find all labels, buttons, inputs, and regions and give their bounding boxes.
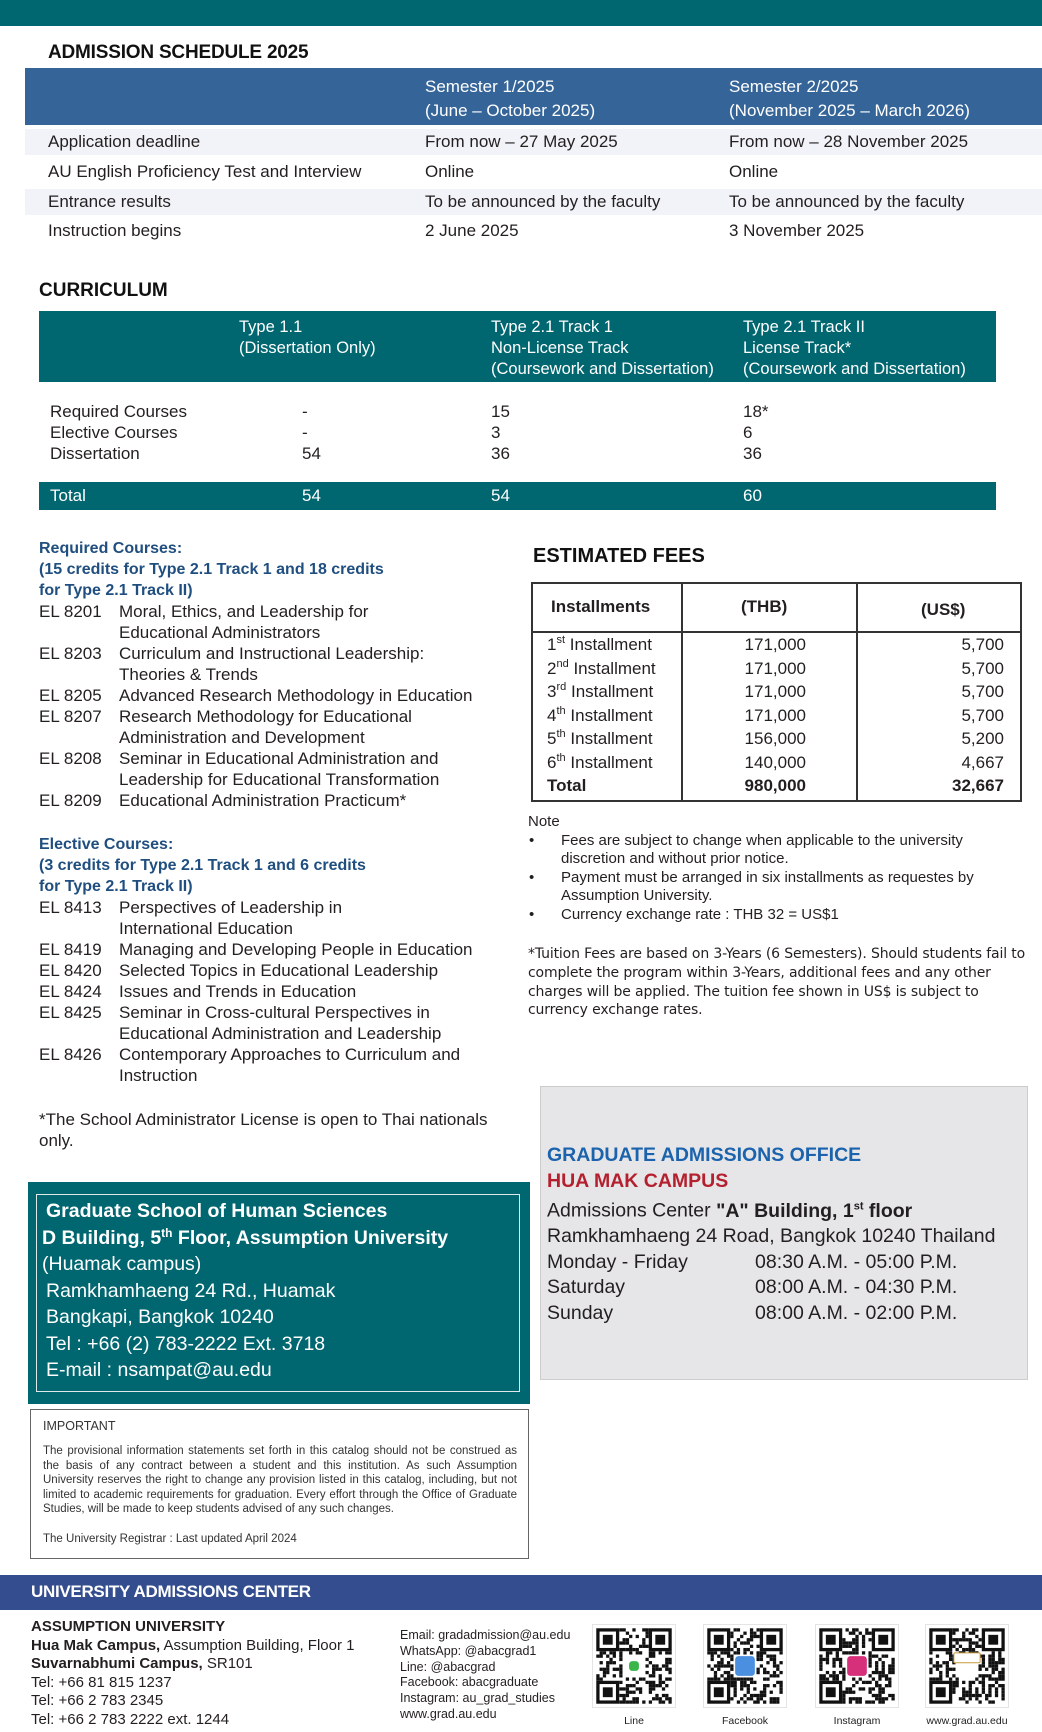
curriculum-row <box>39 422 996 443</box>
row-label: Application deadline <box>48 132 201 151</box>
thb-amount: 171,000 <box>744 682 806 701</box>
office-address: Ramkhamhaeng 24 Road, Bangkok 10240 Thailand <box>547 1225 996 1247</box>
row-label: Entrance results <box>48 192 171 211</box>
phone: Tel: +66 2 783 2222 ext. 1244 <box>31 1710 230 1728</box>
facebook-logo-icon <box>735 1656 755 1676</box>
row-label: Instruction begins <box>48 221 182 240</box>
schedule-row <box>25 189 1042 215</box>
school-building: D Building, 5th Floor, Assumption University <box>42 1225 449 1249</box>
suvarnabhumi-campus: Suvarnabhumi Campus, SR101 <box>31 1655 253 1673</box>
admissions-office-box <box>540 1086 1028 1380</box>
credit-value: 15 <box>491 402 510 421</box>
curriculum-row <box>39 443 996 464</box>
course-item <box>39 981 519 1002</box>
semester1-value: Online <box>425 162 475 181</box>
note-item: • Fees are subject to change when applicable to the university discretion and without prior notice. <box>529 831 963 867</box>
bullet-icon: • <box>529 905 535 923</box>
fees-header-installments: Installments <box>551 597 651 616</box>
qr-pattern <box>704 1625 786 1707</box>
elective-courses-section <box>39 834 519 1086</box>
course-code: EL 8426 <box>39 1045 102 1064</box>
top-banner <box>0 0 1042 26</box>
office-hours-row: Saturday 08:00 A.M. - 04:30 P.M. <box>547 1276 958 1298</box>
fees-title: ESTIMATED FEES <box>533 545 705 567</box>
required-courses-heading: Required Courses: (15 credits for Type 2.1 Track 1 and 18 credits for Type 2.1 Track II) <box>39 540 384 599</box>
course-title: Issues and Trends in Education <box>119 982 357 1001</box>
schedule-header <box>25 68 1042 125</box>
tuition-footnote: *Tuition Fees are based on 3-Years (6 Semesters). Should students fail to complete the program within 3-Years, additional fees and any other charges will be applied. The tuition fee shown in US$ is subject to currency exchange rates. <box>528 946 1025 1019</box>
qr-code-website[interactable] <box>925 1624 1009 1708</box>
contact-facebook: Facebook: abacgraduate <box>400 1675 539 1690</box>
course-item <box>39 1044 519 1086</box>
fees-row <box>533 657 1020 681</box>
note-title: Note <box>528 813 560 830</box>
curriculum-header <box>39 311 996 382</box>
office-title: GRADUATE ADMISSIONS OFFICE <box>547 1144 862 1166</box>
thb-total: 980,000 <box>744 776 806 795</box>
usd-amount: 5,700 <box>961 682 1004 701</box>
installment-label: 1st Installment <box>547 634 652 654</box>
schedule-title: ADMISSION SCHEDULE 2025 <box>48 42 309 63</box>
course-title: Research Methodology for Educational Administration and Development <box>119 707 412 747</box>
phone: Tel: +66 81 815 1237 <box>31 1673 172 1691</box>
course-title: Curriculum and Instructional Leadership: Theories & Trends <box>119 644 425 684</box>
last-updated: The University Registrar : Last updated April 2024 <box>43 1533 297 1545</box>
row-label: Elective Courses <box>50 423 178 442</box>
office-building: Admissions Center "A" Building, 1st floor <box>547 1199 913 1222</box>
school-email[interactable]: E-mail : nsampat@au.edu <box>46 1359 272 1381</box>
important-title: IMPORTANT <box>43 1419 116 1433</box>
usd-amount: 5,200 <box>961 729 1004 748</box>
thb-amount: 171,000 <box>744 658 806 678</box>
course-item <box>39 601 519 643</box>
university-name: ASSUMPTION UNIVERSITY <box>31 1618 226 1635</box>
course-title: Contemporary Approaches to Curriculum and Instruction <box>119 1045 461 1085</box>
course-item <box>39 1002 519 1044</box>
curriculum-header-type-1-1: Type 1.1 (Dissertation Only) <box>239 318 376 357</box>
course-code: EL 8424 <box>39 982 102 1001</box>
course-code: EL 8205 <box>39 686 102 705</box>
credit-value: 3 <box>491 423 501 442</box>
course-code: EL 8208 <box>39 749 102 768</box>
qr-label: Instagram <box>833 1715 881 1727</box>
fees-row <box>533 751 1020 775</box>
credit-value: 18* <box>743 402 769 421</box>
school-address-line2: Bangkapi, Bangkok 10240 <box>46 1306 274 1328</box>
qr-pattern <box>593 1625 675 1707</box>
total-label: Total <box>50 486 86 505</box>
installment-label: 3rd Installment <box>547 681 654 701</box>
qr-pattern <box>816 1625 898 1707</box>
qr-code-line[interactable] <box>592 1624 676 1708</box>
curriculum-header-type-2-1-track-2: Type 2.1 Track II License Track* (Coursework and Dissertation) <box>743 318 966 378</box>
total-label: Total <box>547 776 587 795</box>
schedule-header-semester1: Semester 1/2025 (June – October 2025) <box>425 77 596 120</box>
usd-amount: 5,700 <box>961 635 1004 654</box>
thb-amount: 140,000 <box>744 752 806 772</box>
course-code: EL 8203 <box>39 644 102 663</box>
fees-row <box>533 680 1020 704</box>
course-item <box>39 643 519 685</box>
semester2-value: To be announced by the faculty <box>729 192 965 211</box>
total-value: 54 <box>302 486 321 505</box>
qr-label: Line <box>624 1715 644 1727</box>
course-item <box>39 897 519 939</box>
fees-header-thb: (THB) <box>741 597 788 616</box>
credit-value: 36 <box>491 444 510 463</box>
course-item <box>39 748 519 790</box>
semester1-value: 2 June 2025 <box>425 221 519 240</box>
note-item: • Payment must be arranged in six installments as requestes by Assumption University. <box>529 868 974 904</box>
qr-label: Facebook <box>721 1715 769 1727</box>
usd-amount: 5,700 <box>961 705 1004 725</box>
line-logo-icon <box>629 1661 639 1671</box>
school-campus: (Huamak campus) <box>42 1253 202 1275</box>
instagram-logo-icon <box>847 1656 867 1676</box>
graduate-studies-logo-icon <box>954 1653 980 1663</box>
semester2-value: From now – 28 November 2025 <box>729 132 969 151</box>
phone: Tel: +66 2 783 2345 <box>31 1692 164 1710</box>
course-title: Advanced Research Methodology in Education <box>119 686 473 705</box>
fees-row <box>533 727 1020 751</box>
curriculum-header-type-2-1-track-1: Type 2.1 Track 1 Non-License Track (Coursework and Dissertation) <box>491 318 714 378</box>
qr-code-instagram[interactable] <box>815 1624 899 1708</box>
credit-value: - <box>302 402 308 421</box>
school-contact-box <box>28 1182 530 1404</box>
semester2-value: 3 November 2025 <box>729 221 865 240</box>
fees-notes <box>528 813 1028 924</box>
installment-label: 5th Installment <box>547 728 653 748</box>
row-label: Dissertation <box>50 444 140 463</box>
course-code: EL 8419 <box>39 940 102 959</box>
course-title: Selected Topics in Educational Leadership <box>119 961 439 980</box>
qr-label: www.grad.au.edu <box>926 1715 1008 1727</box>
course-code: EL 8209 <box>39 791 102 810</box>
course-title: Managing and Developing People in Education <box>119 940 473 959</box>
row-label: Required Courses <box>50 402 188 421</box>
thb-amount: 156,000 <box>744 729 806 748</box>
course-title: Educational Administration Practicum* <box>119 791 407 810</box>
license-footnote: *The School Administrator License is open to Thai nationals only. <box>39 1110 488 1150</box>
required-courses-section <box>39 538 519 811</box>
total-value: 54 <box>491 486 510 505</box>
credit-value: 54 <box>302 444 321 463</box>
fees-row <box>533 704 1020 728</box>
credit-value: - <box>302 423 308 442</box>
curriculum-total-row <box>39 482 996 510</box>
course-title: Moral, Ethics, and Leadership for Educational Administrators <box>119 602 369 642</box>
course-code: EL 8425 <box>39 1003 102 1022</box>
course-item <box>39 685 519 706</box>
contact-instagram: Instagram: au_grad_studies <box>400 1691 555 1706</box>
course-code: EL 8420 <box>39 961 102 980</box>
installment-label: 4th Installment <box>547 704 653 725</box>
qr-pattern <box>926 1625 1008 1707</box>
school-address-line1: Ramkhamhaeng 24 Rd., Huamak <box>46 1279 336 1302</box>
usd-amount: 5,700 <box>961 658 1004 678</box>
curriculum-row <box>39 401 996 422</box>
course-item <box>39 960 519 981</box>
contact-line: Line: @abacgrad <box>400 1659 496 1674</box>
credit-value: 6 <box>743 423 753 442</box>
course-item <box>39 790 519 811</box>
elective-courses-heading: Elective Courses: (3 credits for Type 2.1 Track 1 and 6 credits for Type 2.1 Track II) <box>39 836 366 895</box>
important-notice <box>30 1409 529 1559</box>
office-hours-row: Monday - Friday 08:30 A.M. - 05:00 P.M. <box>547 1250 958 1273</box>
qr-code-facebook[interactable] <box>703 1624 787 1708</box>
semester1-value: From now – 27 May 2025 <box>425 132 618 151</box>
row-label: AU English Proficiency Test and Interview <box>48 162 362 181</box>
semester1-value: To be announced by the faculty <box>425 192 661 211</box>
bullet-icon: • <box>529 831 535 849</box>
course-code: EL 8207 <box>39 707 102 726</box>
elective-courses-list <box>39 897 519 1086</box>
required-courses-list <box>39 601 519 811</box>
schedule-row <box>25 218 1042 244</box>
fees-row <box>533 633 1020 657</box>
course-title: Seminar in Educational Administration and Leadership for Educational Transformation <box>119 749 440 789</box>
fees-header-usd: (US$) <box>921 600 966 619</box>
footer-university-info <box>31 1618 354 1730</box>
footer-band <box>0 1575 1042 1610</box>
office-campus: HUA MAK CAMPUS <box>547 1169 729 1192</box>
important-body: The provisional information statements set forth in this catalog should not be construed as the basis of any contract between a student and this institution. As such Assumption University reserves the right to change any provision listed in this catalog, including, but not limited to academic requirements for graduation. Every effort through the Office of Graduate Studies, will be made to keep students advised of any such changes. <box>43 1445 517 1516</box>
course-title: Perspectives of Leadership in International Education <box>119 898 343 938</box>
note-item: • Currency exchange rate : THB 32 = US$1 <box>529 905 839 923</box>
contact-website[interactable]: www.grad.au.edu <box>400 1706 497 1721</box>
semester2-value: Online <box>729 162 779 181</box>
total-value: 60 <box>743 486 762 505</box>
schedule-header-semester2: Semester 2/2025 (November 2025 – March 2026) <box>729 77 970 120</box>
contact-email[interactable]: Email: gradadmission@au.edu <box>400 1628 571 1642</box>
course-code: EL 8413 <box>39 898 102 917</box>
curriculum-title: CURRICULUM <box>39 280 168 301</box>
schedule-row <box>25 159 1042 185</box>
credit-value: 36 <box>743 444 762 463</box>
school-phone: Tel : +66 (2) 783-2222 Ext. 3718 <box>46 1332 326 1355</box>
usd-total: 32,667 <box>952 776 1004 795</box>
bullet-icon: • <box>529 868 535 886</box>
course-code: EL 8201 <box>39 602 102 621</box>
schedule-row <box>25 129 1042 155</box>
school-name: Graduate School of Human Sciences <box>46 1200 388 1222</box>
installment-label: 6th Installment <box>547 751 653 772</box>
thb-amount: 171,000 <box>744 705 806 725</box>
course-item <box>39 706 519 748</box>
fees-total-row <box>533 774 1020 798</box>
installment-label: 2nd Installment <box>547 657 656 678</box>
contact-whatsapp: WhatsApp: @abacgrad1 <box>400 1643 537 1658</box>
footer-title: UNIVERSITY ADMISSIONS CENTER <box>31 1582 311 1601</box>
huamak-campus: Hua Mak Campus, Assumption Building, Floor 1 <box>31 1636 355 1654</box>
thb-amount: 171,000 <box>744 635 806 654</box>
footer-contacts <box>400 1628 570 1723</box>
office-hours-row: Sunday 08:00 A.M. - 02:00 P.M. <box>547 1301 958 1324</box>
fees-table <box>531 582 1022 802</box>
usd-amount: 4,667 <box>961 752 1004 772</box>
course-title: Seminar in Cross-cultural Perspectives in Educational Administration and Leadership <box>119 1003 442 1043</box>
course-item <box>39 939 519 960</box>
